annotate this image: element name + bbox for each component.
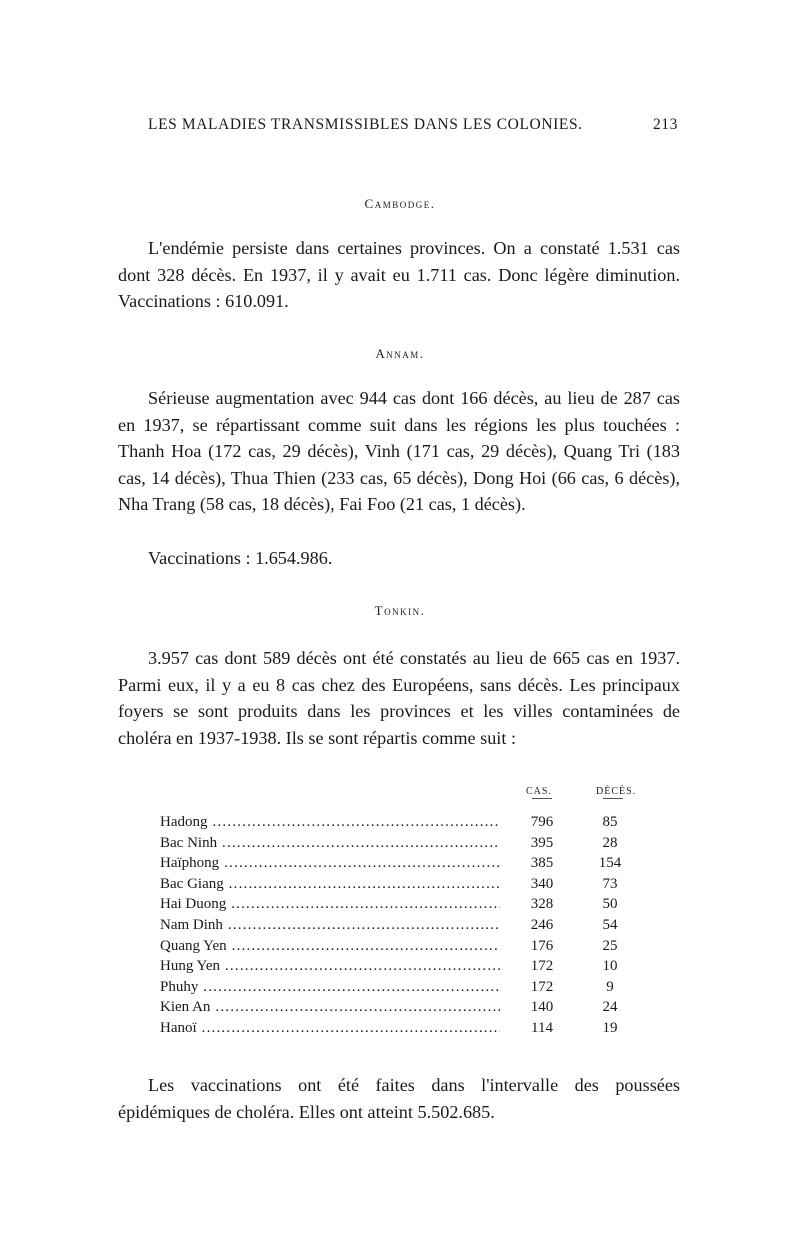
section-title-tonkin: Tonkin. <box>374 603 426 618</box>
row-cas: 176 <box>530 937 554 954</box>
section-title-annam: Annam. <box>375 346 425 361</box>
table-row <box>160 997 650 1018</box>
paragraph-annam: Sérieuse augmentation avec 944 cas dont 166 décès, au lieu de 287 cas en 1937, se répartissant comme suit dans les régions les plus touchées : Thanh Hoa (172 cas, 29 décès), Vinh (171 cas, 29 décès), Quang Tri (183 cas, 14 décès), Thua Thien (233 cas, 65 décès), Dong Hoi (66 cas, 6 décès), Nha Trang (58 cas, 18 décès), Fai Foo (21 cas, 1 décès). <box>118 388 680 514</box>
row-deces: 10 <box>602 958 618 975</box>
row-cas: 796 <box>530 814 554 830</box>
row-cas: 246 <box>530 916 554 933</box>
row-place: Hai Duong ..... <box>160 894 500 915</box>
table-row <box>160 936 650 957</box>
cases-table <box>160 812 650 1039</box>
paragraph-closing: Les vaccinations ont été faites dans l'intervalle des poussées épidémiques de choléra. Elles ont atteint 5.502.685. <box>118 1075 680 1122</box>
row-place: Nam Dinh ..... <box>160 915 500 936</box>
row-deces: 28 <box>602 834 618 851</box>
row-cas: 140 <box>530 999 554 1016</box>
table-row <box>160 874 650 895</box>
row-place: Phuhy ..... <box>160 977 500 998</box>
row-cas: 172 <box>530 958 554 975</box>
row-place: Hung Yen ..... <box>160 956 500 977</box>
column-rule-deces <box>603 798 623 799</box>
row-deces: 73 <box>602 875 618 892</box>
row-place: Hanoï ..... <box>160 1018 500 1039</box>
paragraph-cambodge: L'endémie persiste dans certaines provinces. On a constaté 1.531 cas dont 328 décès. En 1937, il y avait eu 1.711 cas. Donc légère diminution. Vaccinations : 610.091. <box>118 238 680 311</box>
row-deces: 24 <box>602 999 618 1016</box>
column-header-deces: DÉCÈS. <box>596 786 637 797</box>
table-row <box>160 894 650 915</box>
row-place: Haïphong ..... <box>160 853 500 874</box>
row-deces: 154 <box>598 855 622 872</box>
row-cas: 340 <box>530 875 554 892</box>
row-deces: 54 <box>602 916 618 933</box>
row-place: Bac Ninh ..... <box>160 833 500 854</box>
row-deces: 50 <box>602 896 618 913</box>
paragraph-annam-vaccinations: Vaccinations : 1.654.986. <box>148 548 333 568</box>
table-row <box>160 1018 650 1039</box>
row-place: Kien An ..... <box>160 997 500 1018</box>
row-deces: 9 <box>606 978 614 995</box>
table-row <box>160 977 650 998</box>
table-row <box>160 853 650 874</box>
row-deces: 25 <box>602 937 618 954</box>
row-deces: 85 <box>602 814 618 830</box>
row-deces: 19 <box>602 1019 618 1036</box>
row-cas: 172 <box>530 978 554 995</box>
column-rule-cas <box>532 798 552 799</box>
row-place: Bac Giang ..... <box>160 874 500 895</box>
row-cas: 385 <box>530 855 554 872</box>
page-number: 213 <box>652 116 678 133</box>
paragraph-tonkin: 3.957 cas dont 589 décès ont été constatés au lieu de 665 cas en 1937. Parmi eux, il y a eu 8 cas chez des Européens, sans décès. Les principaux foyers se sont produits dans les provinces et les villes contaminées de choléra en 1937-1938. Ils se sont répartis comme suit : <box>118 648 680 748</box>
column-header-cas: CAS. <box>526 786 552 797</box>
table-row <box>160 812 650 833</box>
row-place: Hadong ..... <box>160 812 500 833</box>
table-row <box>160 915 650 936</box>
running-title: LES MALADIES TRANSMISSIBLES DANS LES COLONIES. <box>148 116 583 133</box>
table-row <box>160 833 650 854</box>
table-row <box>160 956 650 977</box>
row-place: Quang Yen ..... <box>160 936 500 957</box>
section-title-cambodge: Cambodge. <box>364 196 436 211</box>
row-cas: 395 <box>530 834 554 851</box>
row-cas: 114 <box>531 1019 553 1036</box>
running-header <box>148 116 678 134</box>
row-cas: 328 <box>530 896 554 913</box>
